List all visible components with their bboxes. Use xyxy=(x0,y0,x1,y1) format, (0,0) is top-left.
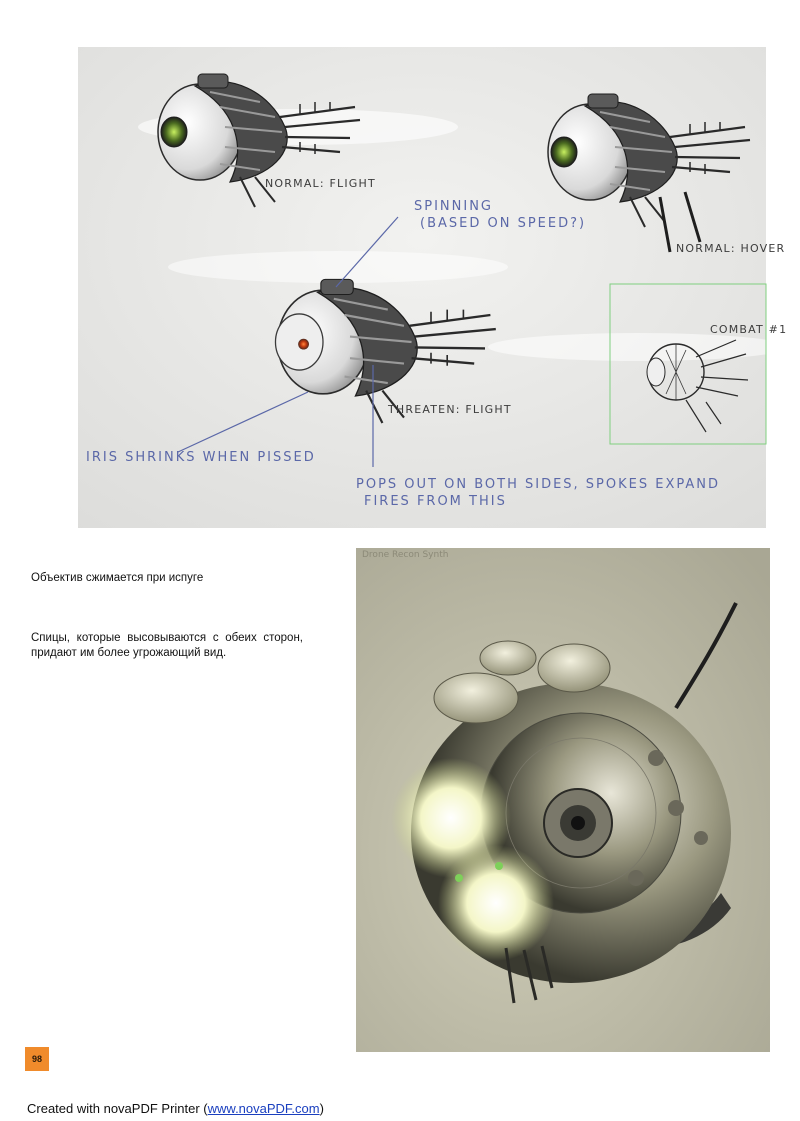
label-pops-out: POPS OUT ON BOTH SIDES, SPOKES EXPAND xyxy=(356,477,721,492)
footer-prefix: Created with novaPDF Printer ( xyxy=(27,1101,208,1116)
label-normal-hover: NORMAL: HOVER xyxy=(676,242,786,255)
drone-sketch-illustration xyxy=(78,47,788,528)
footer-link[interactable]: www.novaPDF.com xyxy=(207,1101,320,1116)
footer-suffix: ) xyxy=(319,1101,324,1116)
caption-spokes: Спицы, которые высовываются с обеих сторон, придают им более угрожающий вид. xyxy=(31,632,303,659)
caption-iris: Объектив сжимается при испуге xyxy=(31,572,204,584)
label-fires-from-this: FIRES FROM THIS xyxy=(364,494,507,509)
label-combat: COMBAT #1 xyxy=(710,323,788,336)
page-number-badge: 98 xyxy=(25,1047,49,1071)
footer-credit xyxy=(27,1101,324,1116)
drone-render-illustration xyxy=(356,548,770,1052)
label-threaten-flight: THREATEN: FLIGHT xyxy=(388,403,512,416)
label-iris-shrinks: IRIS SHRINKS WHEN PISSED xyxy=(86,450,316,465)
label-drone-recon-synth: Drone Recon Synth xyxy=(362,550,449,560)
label-normal-flight: NORMAL: FLIGHT xyxy=(265,177,376,190)
label-based-on-speed: (BASED ON SPEED?) xyxy=(420,216,587,231)
label-spinning: SPINNING xyxy=(414,199,494,214)
